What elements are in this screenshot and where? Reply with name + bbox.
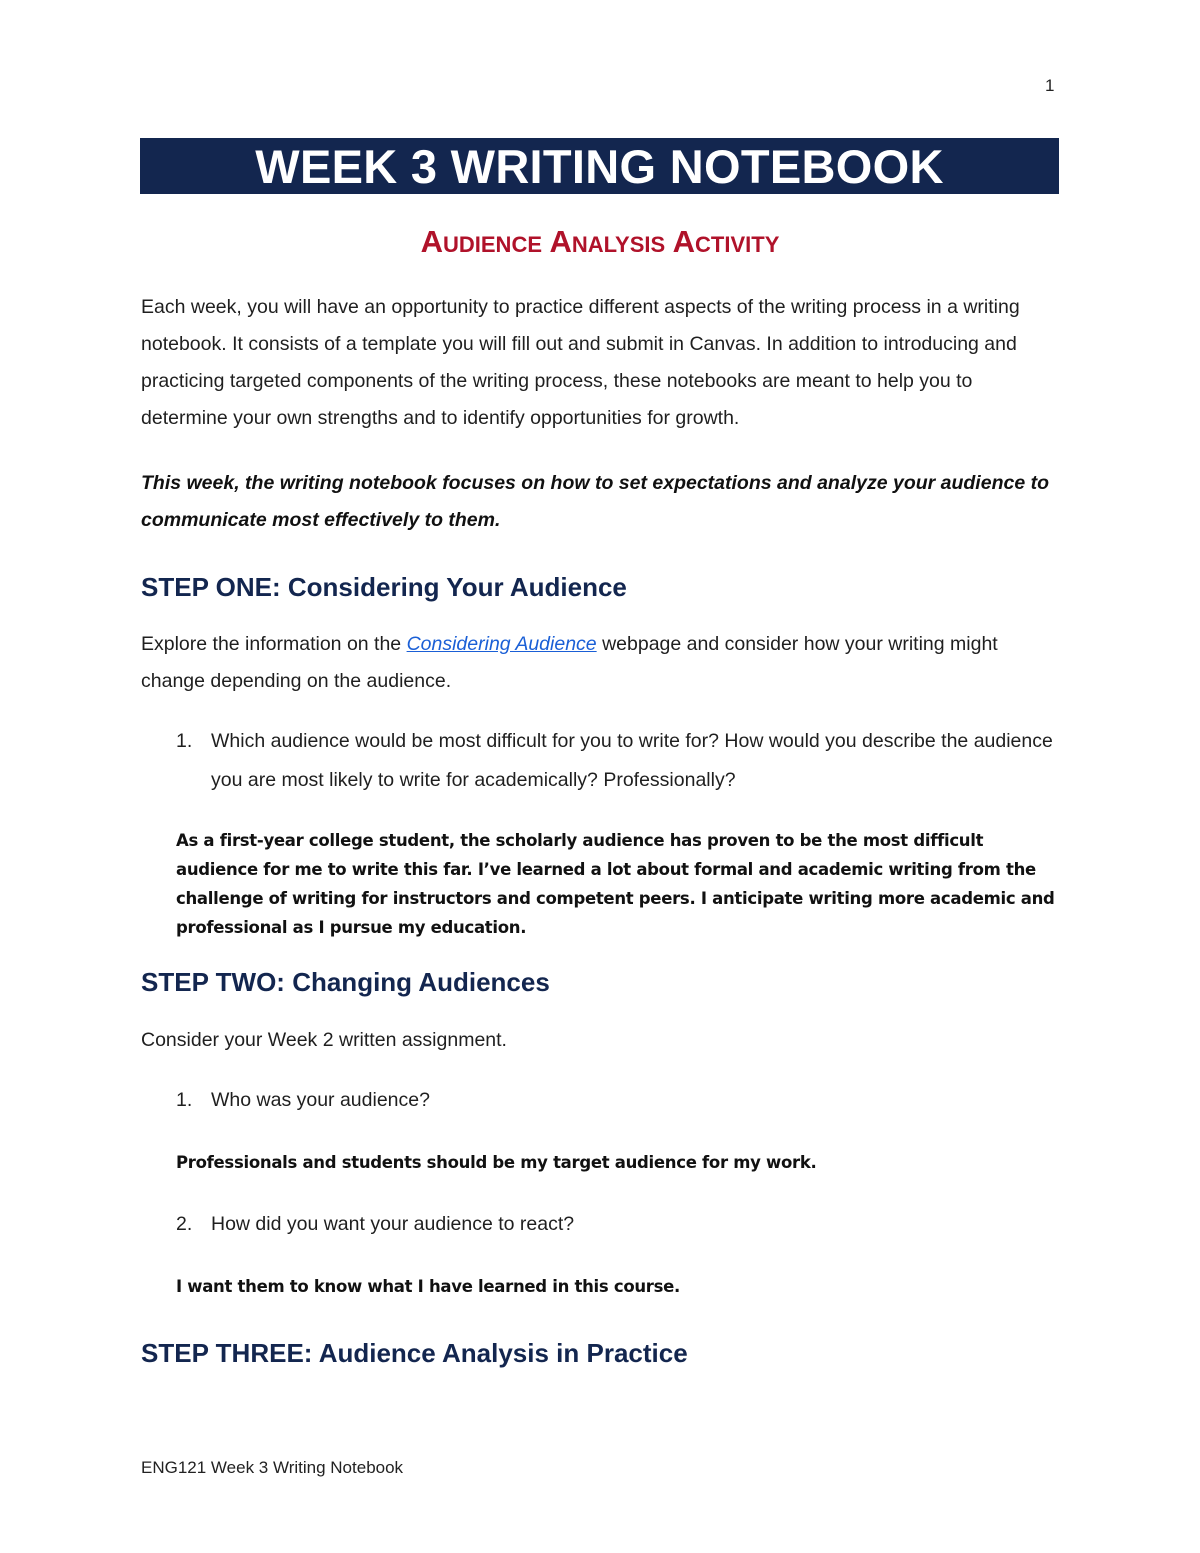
step-two-answer-1: Professionals and students should be my target audience for my work. [176, 1153, 817, 1172]
question-text: Who was your audience? [211, 1089, 430, 1111]
step-one-question-1 [176, 722, 1066, 800]
document-subtitle: Audience Analysis Activity [420, 224, 780, 259]
step-two-question-2 [176, 1205, 1066, 1244]
step-two-answer-2: I want them to know what I have learned in this course. [176, 1277, 681, 1296]
step-one-answer-1: As a first-year college student, the scholarly audience has proven to be the most difficult audience for me to write this far. I’ve learned a lot about formal and academic writing from the challenge of writing for instructors and competent peers. I anticipate writing more academic and professional as I pursue my education. [176, 831, 1055, 937]
question-number: 1. [176, 730, 193, 752]
page-footer: ENG121 Week 3 Writing Notebook [141, 1458, 404, 1477]
question-number: 1. [176, 1089, 193, 1111]
step-one-instructions [141, 626, 1061, 700]
considering-audience-link[interactable]: Considering Audience [406, 633, 597, 655]
question-text: Which audience would be most difficult for you to write for? How would you describe the audience you are most likely to write for academically? Professionally? [211, 730, 1053, 791]
step-one-heading: STEP ONE: Considering Your Audience [141, 572, 627, 602]
explore-text-before: Explore the information on the [141, 633, 407, 655]
step-three-heading: STEP THREE: Audience Analysis in Practice [141, 1338, 688, 1368]
focus-statement: This week, the writing notebook focuses on how to set expectations and analyze your audience to communicate most effectively to them. [141, 472, 1049, 531]
explore-text-after: webpage and consider how your writing might change depending on the audience. [141, 633, 998, 692]
step-two-instructions: Consider your Week 2 written assignment. [141, 1029, 507, 1051]
step-two-heading: STEP TWO: Changing Audiences [141, 967, 550, 997]
question-text: How did you want your audience to react? [211, 1213, 575, 1235]
question-number: 2. [176, 1213, 193, 1235]
page-number: 1 [1045, 76, 1055, 95]
step-two-question-1 [176, 1081, 1066, 1120]
intro-paragraph: Each week, you will have an opportunity to practice different aspects of the writing process in a writing notebook. It consists of a template you will fill out and submit in Canvas. In addition to introducing and practicing targeted components of the writing process, these notebooks are meant to help you to determine your own strengths and to identify opportunities for growth. [141, 296, 1020, 429]
document-title: WEEK 3 WRITING NOTEBOOK [140, 138, 1059, 194]
